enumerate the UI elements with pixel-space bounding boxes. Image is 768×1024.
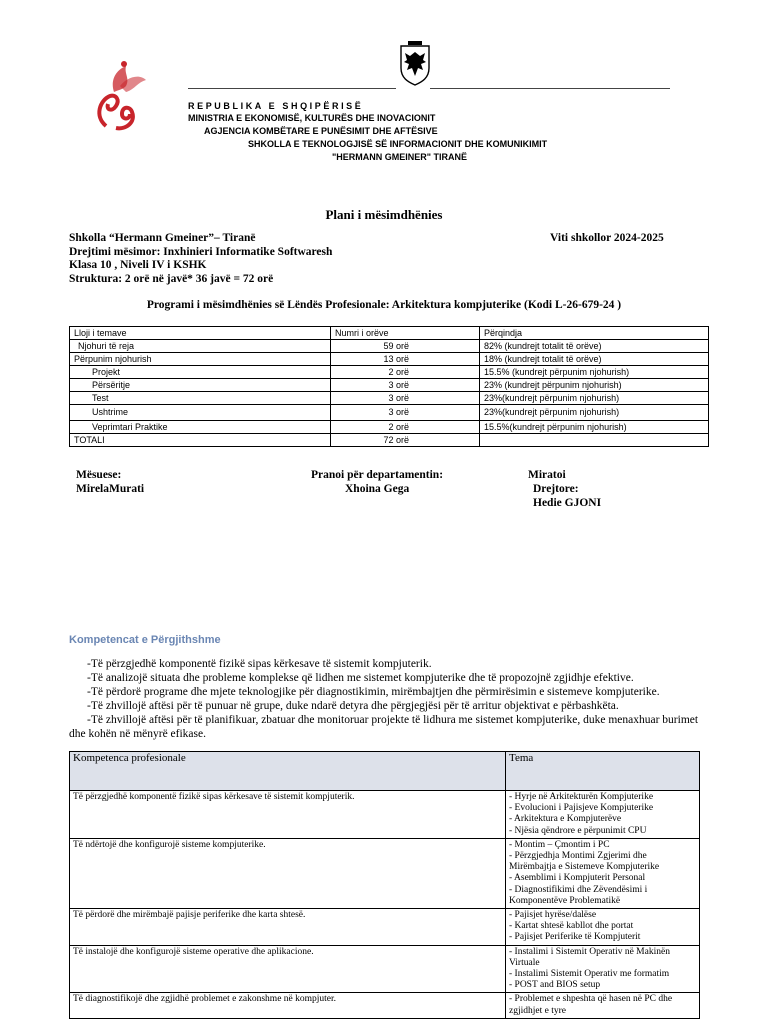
table-cell — [506, 993, 700, 1018]
table-header-row — [70, 752, 700, 791]
table-cell: Përsëritje — [70, 379, 331, 392]
table-row — [70, 838, 700, 908]
table-row — [70, 405, 709, 421]
competence-item: -Të zhvillojë aftësi për të planifikuar, zbatuar dhe monitoruar projekte të lidhura me sistemet kompjuterike, duke menaxhuar burimet dhe kohën në mënyrë efikase. — [69, 714, 699, 740]
competence-item: -Të zhvillojë aftësi për të punuar në grupe, duke ndarë detyra dhe përgjegjësi për të arritur objektivat e përbashkëta. — [87, 700, 619, 712]
table-cell: Të instalojë dhe konfigurojë sisteme operative dhe aplikacione. — [70, 945, 506, 993]
table-cell: Të përzgjedhë komponentë fizikë sipas kërkesave të sistemit kompjuterik. — [70, 791, 506, 839]
topic-item: - Asemblimi i Kompjuterit Personal — [509, 873, 646, 884]
table-cell: Përpunim njohurish — [70, 353, 331, 366]
teacher-name: MirelaMurati — [76, 483, 145, 495]
table-row — [70, 392, 709, 405]
table-row-total — [70, 434, 709, 447]
table-cell — [506, 838, 700, 908]
competences-list — [69, 657, 709, 741]
table-cell: 18% (kundrejt totalit të orëve) — [480, 353, 709, 366]
table-cell: 23% (kundrejt përpunim njohurish) — [480, 379, 709, 392]
table-row — [70, 909, 700, 946]
topic-item: - Instalimi Sistemit Operativ me formatim — [509, 969, 670, 980]
header-line-left — [188, 88, 396, 89]
approved-label: Miratoi — [528, 469, 566, 481]
competence-table — [69, 751, 700, 1019]
ministry-name: MINISTRIA E EKONOMISË, KULTURËS DHE INOVACIONIT — [188, 113, 436, 123]
table-cell: 15.5% (kundrejt përpunim njohurish) — [480, 366, 709, 379]
director-label: Drejtore: — [533, 483, 579, 495]
topic-item: - Pajisjet Periferike të Kompjuterit — [509, 932, 641, 943]
table-cell: Të diagnostifikojë dhe zgjidhë problemet e zakonshme në kompjuter. — [70, 993, 506, 1018]
table-cell — [506, 945, 700, 993]
department-name: Xhoina Gega — [345, 483, 410, 495]
program-title: Programi i mësimdhënies së Lëndës Profesionale: Arkitektura kompjuterike (Kodi L-26-679-24 ) — [146, 299, 622, 311]
hours-table — [69, 326, 709, 447]
table-cell: 13 orë — [331, 353, 480, 366]
department-label: Pranoi për departamentin: — [311, 469, 444, 481]
structure-line: Struktura: 2 orë në javë* 36 javë = 72 orë — [69, 273, 274, 285]
school-year: Viti shkollor 2024-2025 — [550, 232, 664, 244]
teacher-label: Mësuese: — [76, 469, 122, 481]
topic-item: - Montim – Çmontim i PC — [509, 839, 610, 850]
table-cell: Projekt — [70, 366, 331, 379]
header-line-right — [430, 88, 670, 89]
agency-name: AGJENCIA KOMBËTARE E PUNËSIMIT DHE AFTËSIVE — [204, 126, 438, 136]
table-row — [70, 340, 709, 353]
table-cell — [506, 791, 700, 839]
table-cell: 3 orë — [331, 392, 480, 405]
topic-item: - Hyrje në Arkitekturën Kompjuterike — [509, 792, 654, 802]
table-cell — [480, 434, 709, 447]
school-subname: "HERMANN GMEINER" TIRANË — [332, 152, 468, 162]
table-cell: TOTALI — [70, 434, 331, 447]
table-cell: Njohuri të reja — [70, 340, 331, 353]
competence-item: -Të përdorë programe dhe mjete teknologjike për diagnostikimin, mirëmbajtjen dhe përmirësimin e sistemeve kompjuterike. — [87, 686, 660, 698]
table-cell: 3 orë — [331, 379, 480, 392]
table-row — [70, 421, 709, 434]
table-cell: Veprimtari Praktike — [70, 421, 331, 434]
school-logo — [86, 56, 160, 134]
table-row — [70, 379, 709, 392]
table-header: Numri i orëve — [331, 327, 480, 340]
direction-line: Drejtimi mësimor: Inxhinieri Informatike Softwaresh — [69, 246, 333, 258]
table-cell: Të përdorë dhe mirëmbajë pajisje periferike dhe karta shtesë. — [70, 909, 506, 946]
table-cell: 2 orë — [331, 421, 480, 434]
table-cell: 72 orë — [331, 434, 480, 447]
competences-heading: Kompetencat e Përgjithshme — [69, 634, 221, 646]
competence-item: -Të përzgjedhë komponentë fizikë sipas kërkesave të sistemit kompjuterik. — [87, 658, 432, 670]
table-row — [70, 366, 709, 379]
table-cell: 82% (kundrejt totalit të orëve) — [480, 340, 709, 353]
table-cell: 3 orë — [331, 405, 480, 421]
albania-emblem-icon — [398, 40, 432, 86]
table-cell: 2 orë — [331, 366, 480, 379]
topic-item: - Pajisjet hyrëse/dalëse — [509, 910, 597, 921]
table-header: Përqindja — [480, 327, 709, 340]
table-header: Kompetenca profesionale — [70, 752, 506, 791]
table-row — [70, 791, 700, 839]
topic-item: - Përzgjedhja Montimi Zgjerimi dhe Mirëmbajtja e Sistemeve Kompjuterike — [509, 851, 660, 873]
page-title: Plani i mësimdhënies — [325, 207, 443, 222]
table-row — [70, 353, 709, 366]
republic-name: REPUBLIKA E SHQIPËRISË — [188, 101, 364, 111]
director-name: Hedie GJONI — [533, 497, 602, 509]
school-line: Shkolla “Hermann Gmeiner”– Tiranë — [69, 232, 256, 244]
table-header: Tema — [506, 752, 700, 791]
table-cell: 15.5%(kundrejt përpunim njohurish) — [480, 421, 709, 434]
table-row — [70, 945, 700, 993]
table-cell: Test — [70, 392, 331, 405]
topic-item: - Diagnostifikimi dhe Zëvendësimi i Komponentëve Problematikë — [509, 884, 648, 906]
school-name: SHKOLLA E TEKNOLOGJISË SË INFORMACIONIT DHE KOMUNIKIMIT — [248, 139, 548, 149]
table-row — [70, 993, 700, 1018]
table-header-row — [70, 327, 709, 340]
topic-item: - Arkitektura e Kompjuterëve — [509, 814, 622, 825]
table-cell: Ushtrime — [70, 405, 331, 421]
table-cell: 23%(kundrejt përpunim njohurish) — [480, 405, 709, 421]
table-cell: 59 orë — [331, 340, 480, 353]
topic-item: - Evolucioni i Pajisjeve Kompjuterike — [509, 803, 654, 814]
table-cell: 23%(kundrejt përpunim njohurish) — [480, 392, 709, 405]
topic-item: - POST and BIOS setup — [509, 980, 601, 991]
topic-item: - Instalimi i Sistemit Operativ në Makinën Virtuale — [509, 946, 670, 968]
topic-item: - Kartat shtesë kabllot dhe portat — [509, 921, 634, 932]
topic-item: - Problemet e shpeshta që hasen në PC dhe zgjidhjet e tyre — [509, 994, 673, 1016]
table-cell: Të ndërtojë dhe konfigurojë sisteme kompjuterike. — [70, 838, 506, 908]
table-cell — [506, 909, 700, 946]
table-header: Lloji i temave — [70, 327, 331, 340]
class-line: Klasa 10 , Niveli IV i KSHK — [69, 259, 207, 271]
topic-item: - Njësia qëndrore e përpunimit CPU — [509, 825, 647, 836]
competence-item: -Të analizojë situata dhe probleme komplekse që lidhen me sistemet kompjuterike dhe të propozojnë zgjidhje efektive. — [87, 672, 634, 684]
